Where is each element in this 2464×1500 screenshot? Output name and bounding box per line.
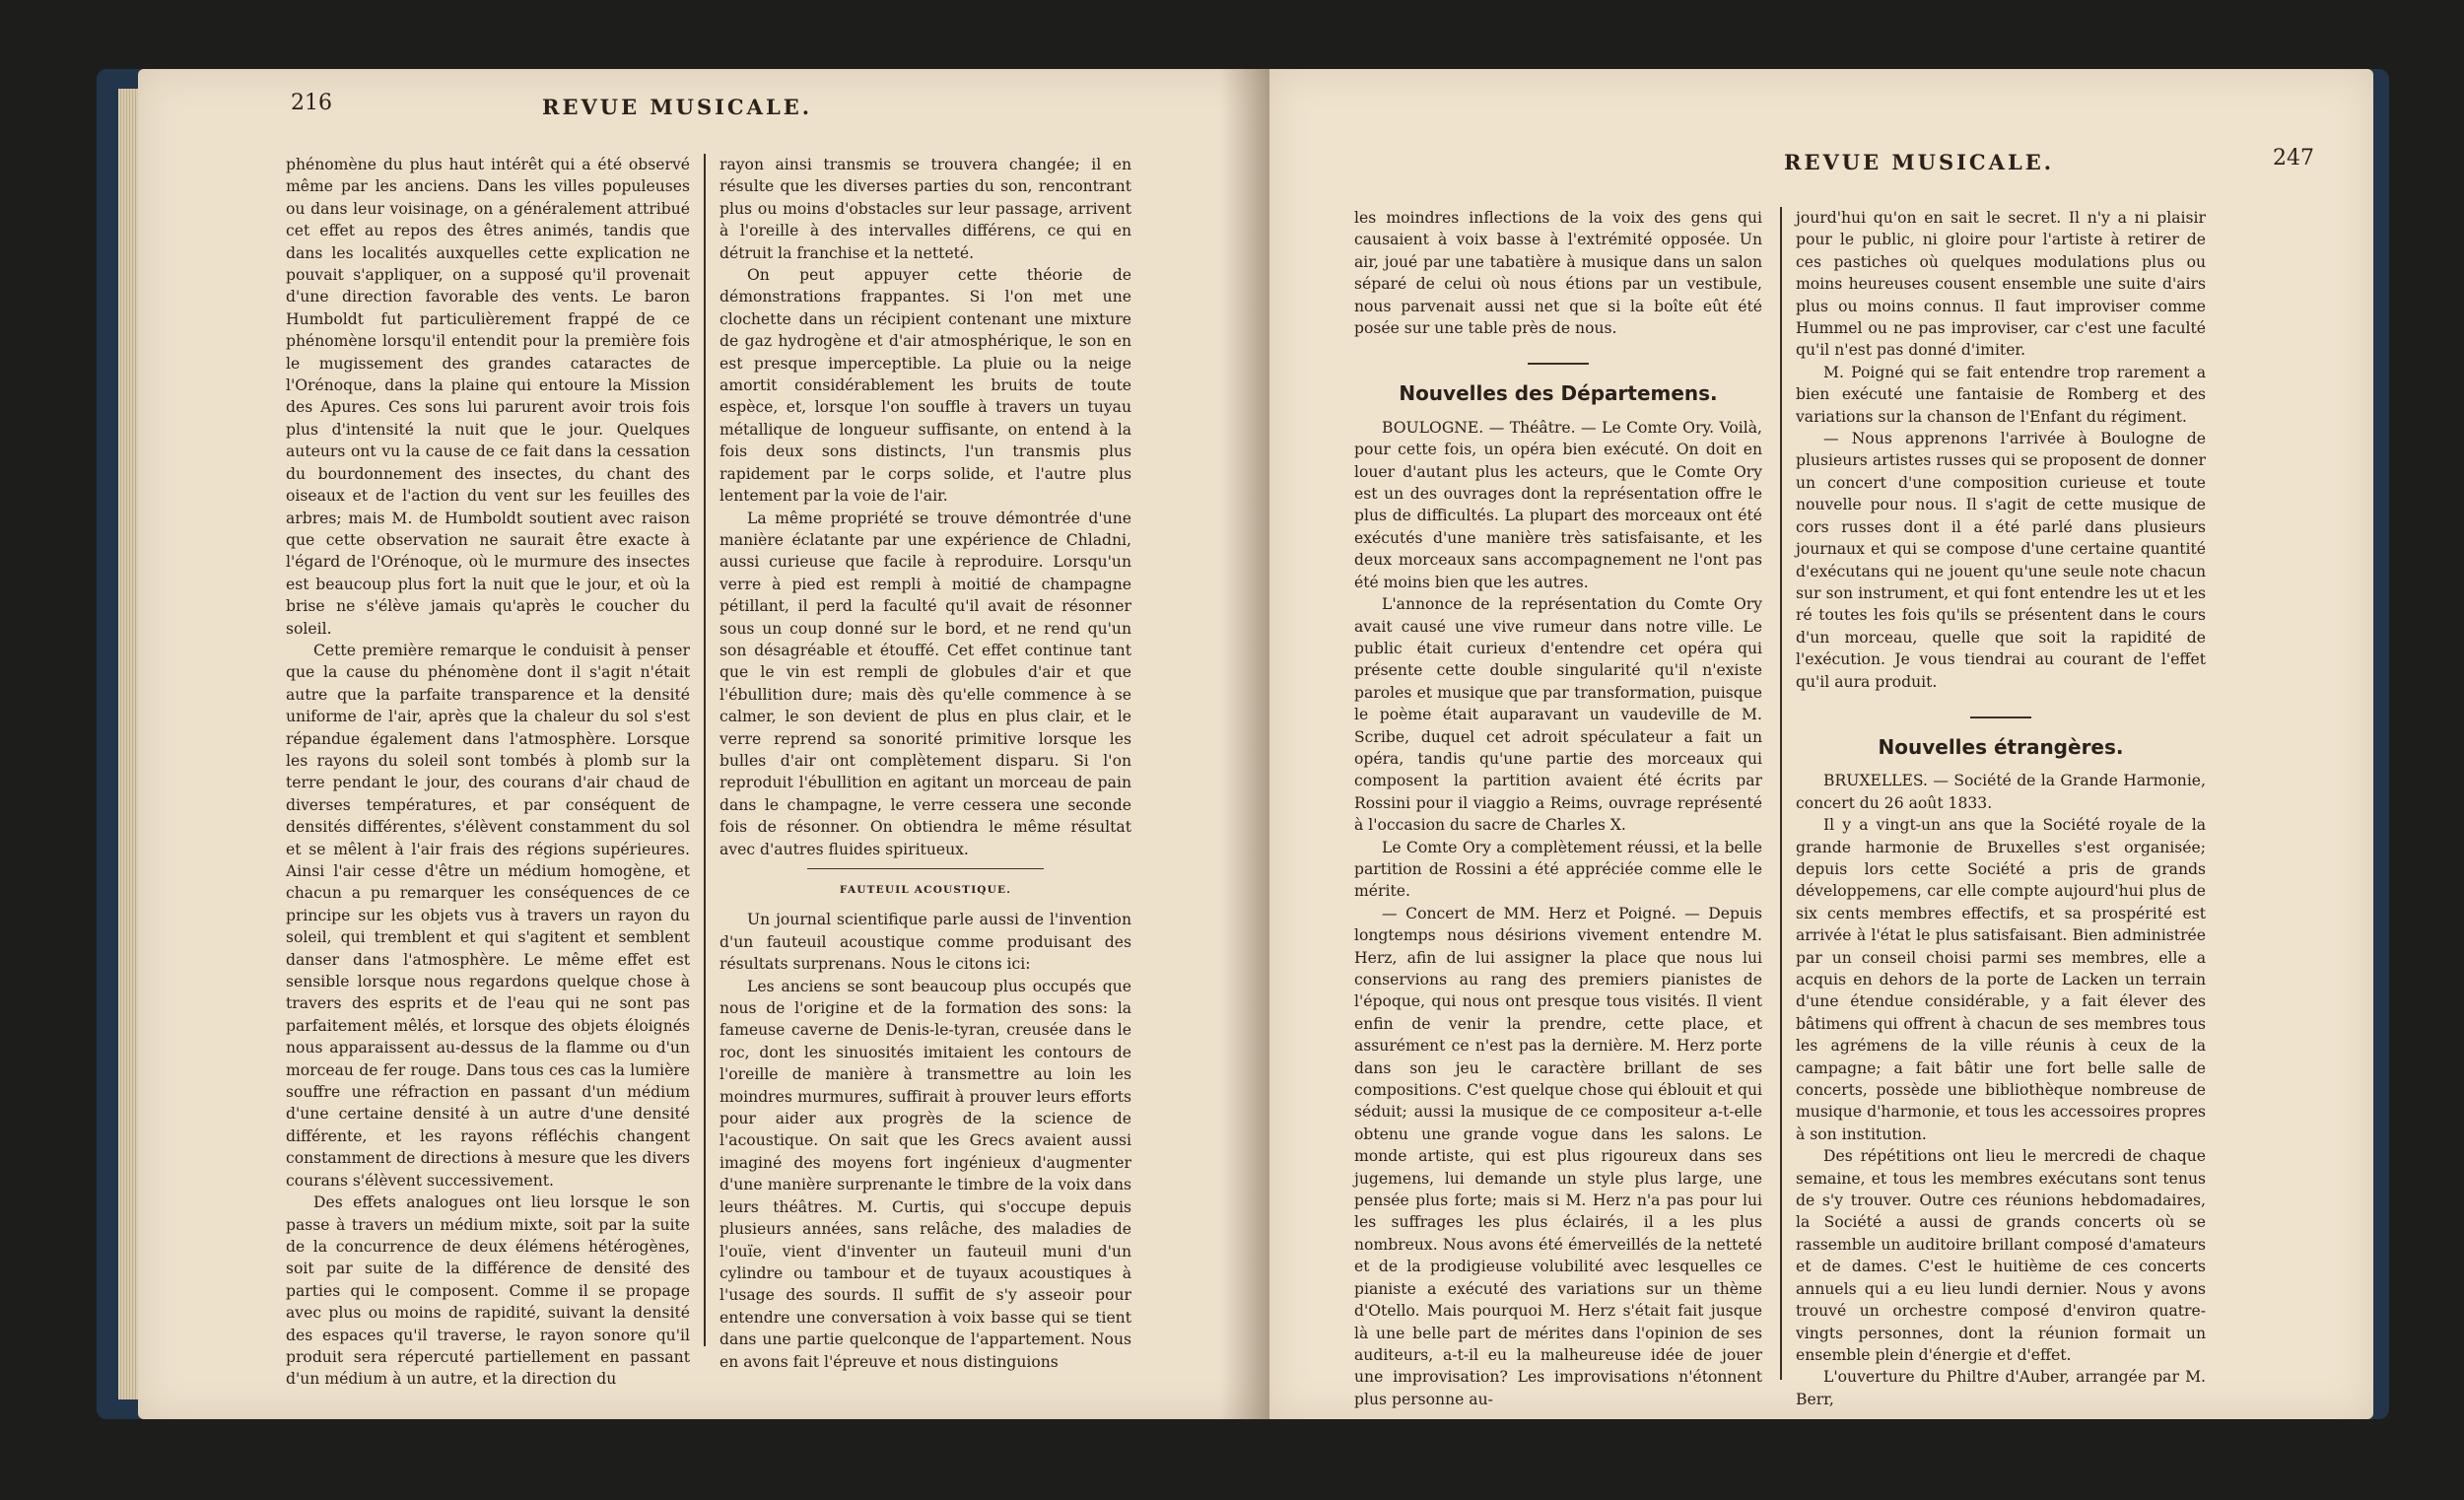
paragraph: La même propriété se trouve démontrée d'une manière éclatante par une expérience de Chladni, aussi curieuse que facile à reproduire. Lorsqu'un verre à pied est rempli à moitié de champagne pétillant, il perd la faculté qu'il avait de résonner sous un coup donné sur le bord, et ne rend qu'un son désagréable et étouffé. Cet effet continue tant que le vin est rempli de globules d'air et que l'ébullition dure; mais dès qu'elle commence à se calmer, le son devient de plus en plus clair, et le verre reprend sa sonorité primitive lorsque les bulles d'air ont complètement disparu. Si l'on reproduit l'ébullition en agitant un morceau de pain dans le champagne, le verre cessera une seconde fois de résonner. On obtiendra le même résultat avec d'autres fluides spiritueux. [719,509,1131,858]
paragraph: les moindres inflections de la voix des gens qui causaient à voix basse à l'extrémité opposée. Un air, joué par une tabatière à musique dans un salon séparé de celui où nous étions par un vestibule, nous parvenait aussi net que si la boîte eût été posée sur une table près de nous. [1354,209,1762,338]
section-heading: Nouvelles des Départemens. [1399,381,1718,406]
column-rule [704,154,706,1346]
paragraph: Le Comte Ory a complètement réussi, et la belle partition de Rossini a été appréciée comme elle le mérite. [1354,838,1762,901]
column-1 [1354,207,1762,1410]
paragraph: M. Poigné qui se fait entendre trop rarement a bien exécuté une fantaisie de Romberg et des variations sur la chanson de l'Enfant du régiment. [1796,363,2206,426]
paragraph: L'ouverture du Philtre d'Auber, arrangée par M. Berr, [1796,1368,2206,1408]
right-page [1269,69,2373,1419]
paragraph: phénomène du plus haut intérêt qui a été observé même par les anciens. Dans les villes populeuses ou dans leur voisinage, on a généralement attribué cet effet au repos des êtres animés, tandis que dans les localités auxquelles cette explication ne pouvait s'appliquer, on a supposé qu'il provenait d'une direction favorable des vents. Le baron Humboldt fut particulièrement frappé de ce phénomène lorsqu'il entendit pour la première fois le mugissement des grandes cataractes de l'Orénoque, dans la plaine qui entoure la Mission des Apures. Ces sons lui parurent avoir trois fois plus d'intensité la nuit que le jour. Quelques auteurs ont vu la cause de ce fait dans la cessation du bourdonnement des insectes, du chant des oiseaux et de l'action du vent sur les feuilles des arbres; mais M. de Humboldt soutient avec raison que cette observation ne saurait être exacte à l'égard de l'Orénoque, où le murmure des insectes est beaucoup plus fort la nuit que le jour, et où la brise ne s'élève jamais qu'après le coucher du soleil. [286,156,690,638]
paragraph: Les anciens se sont beaucoup plus occupés que nous de l'origine et de la formation des sons: la fameuse caverne de Denis-le-tyran, creusée dans le roc, dont les sinuosités imitaient les contours de l'oreille de manière à transmettre au loin les moindres murmures, suffirait à prouver leurs efforts pour aider aux progrès de la science de l'acoustique. On sait que les Grecs avaient aussi imaginé des moyens fort ingénieux d'augmenter d'une manière surprenante le timbre de la voix dans leurs théâtres. M. Curtis, qui s'occupe depuis plusieurs années, sans relâche, des maladies de l'ouïe, vient d'inventer un fauteuil muni d'un cylindre ou tambour et de tuyaux acoustiques à l'usage des sourds. Il suffit de s'y asseoir pour entendre une conversation à voix basse qui se tient dans une partie quelconque de l'appartement. Nous en avons fait l'épreuve et nous distinguions [719,977,1131,1371]
running-head: REVUE MUSICALE. [542,95,813,119]
paragraph: — Nous apprenons l'arrivée à Boulogne de plusieurs artistes russes qui se proposent de donner un concert d'une composition curieuse et toute nouvelle pour nous. Il s'agit de cette musique de cors russes dont il a été parlé dans plusieurs journaux et qui se compose d'une certaine quantité d'exécutans qui ne jouent qu'une seule note chacun sur son instrument, et qui font entendre les ut et les ré toutes les fois qu'ils se présentent dans le cours d'un morceau, quelle que soit la rapidité de l'exécution. Je vous tiendrai au courant de l'effet qu'il aura produit. [1796,430,2206,691]
section-title: FAUTEUIL ACOUSTIQUE. [839,884,1012,896]
paragraph: Des effets analogues ont lieu lorsque le son passe à travers un médium mixte, soit par la suite de la concurrence de deux élémens hétérogènes, soit par suite de la différence de densité des parties qui le composent. Comme il se propage avec plus ou moins de rapidité, suivant la densité des espaces qu'il traverse, le rayon sonore qu'il produit sera répercuté partiellement en passant d'un médium à un autre, et la direction du [286,1193,690,1389]
paragraph: rayon ainsi transmis se trouvera changée; il en résulte que les diverses parties du son, rencontrant plus ou moins d'obstacles sur leur passage, arrivent à l'oreille à des intervalles différens, ce qui en détruit la franchise et la netteté. [719,156,1131,262]
paragraph: jourd'hui qu'on en sait le secret. Il n'y a ni plaisir pour le public, ni gloire pour l'artiste à retirer de ces pastiches où quelques modulations plus ou moins heureuses cousent ensemble une suite d'airs plus ou moins connus. Il faut improviser comme Hummel ou ne pas improviser, car c'est une faculté qu'il n'est pas donné d'imiter. [1796,209,2206,360]
section-heading: Nouvelles étrangères. [1878,734,2124,759]
column-2 [719,154,1131,1373]
page-number: 216 [291,91,332,115]
separator-rule [807,868,1044,869]
page-number: 247 [2273,146,2314,170]
separator-rule [1970,716,2031,718]
running-head: REVUE MUSICALE. [1784,150,2055,174]
column-2 [1796,207,2206,1410]
separator-rule [1528,363,1589,365]
paragraph: Des répétitions ont lieu le mercredi de chaque semaine, et tous les membres exécutans sont tenus de s'y trouver. Outre ces réunions hebdomadaires, la Société a aussi de grands concerts où se rassemble un auditoire brillant composé d'amateurs et de dames. C'est le huitième de ces concerts annuels qui a eu lieu lundi dernier. Nous y avons trouvé un orchestre composé d'environ quatre-vingts personnes, dont la réunion formait un ensemble plein d'énergie et d'effet. [1796,1147,2206,1364]
left-page [138,69,1269,1419]
paragraph: — Concert de MM. Herz et Poigné. — Depuis longtemps nous désirions vivement entendre M. Herz, afin de lui assigner la place que nous lui conservions au rang des premiers pianistes de l'époque, qui nous ont presque tous visités. Il vient enfin de venir la prendre, cette place, et assurément ce n'est pas la dernière. M. Herz porte dans son jeu le caractère brillant de ses compositions. C'est quelque chose qui éblouit et qui séduit; aussi la musique de ce compositeur a-t-elle obtenu une grande vogue dans les salons. Le monde artiste, qui est plus rigoureux dans ses jugemens, lui demande un style plus large, une pensée plus forte; mais si M. Herz n'a pas pour lui les suffrages les plus éclairés, il a les plus nombreux. Nous avons été émerveillés de la netteté et de la prodigieuse volubilité avec lesquelles ce pianiste a exécuté des variations sur un thème d'Otello. Mais pourquoi M. Herz s'était fait jusque là une belle part de mérites dans l'opinion de ses auditeurs, a-t-il eu la malheureuse idée de jouer une improvisation? Les improvisations n'étonnent plus personne au- [1354,904,1762,1408]
paragraph: BOULOGNE. — Théâtre. — Le Comte Ory. Voilà, pour cette fois, un opéra bien exécuté. On doit en louer d'autant plus les acteurs, que le Comte Ory est un des ouvrages dont la représentation offre le plus de difficultés. La plupart des morceaux ont été exécutés d'une manière très satisfaisante, et les deux morceaux sans accompagnement ne l'ont pas été moins bien que les autres. [1354,418,1762,591]
paragraph: Cette première remarque le conduisit à penser que la cause du phénomène dont il s'agit n'était autre que la parfaite transparence et la densité uniforme de l'air, après que la chaleur du sol s'est répandue également dans l'atmosphère. Lorsque les rayons du soleil sont tombés à plomb sur la terre pendant le jour, des courans d'air chaud de diverses températures, et par conséquent de densités différentes, s'élèvent constamment du sol et se mêlent à l'air frais des régions supérieures. Ainsi l'air cesse d'être un médium homogène, et chacun a pu remarquer les conséquences de ce principe sur les objets vus à travers un rayon du soleil, qui tremblent et qui s'agitent et semblent danser dans l'atmosphère. Le même effet est sensible lorsque nous regardons quelque chose à travers des esprits et de l'eau qui ne sont pas parfaitement mêlés, et lorsque des objets éloignés nous apparaissent au-dessus de la flamme ou d'un morceau de fer rouge. Dans tous ces cas la lumière souffre une réfraction en passant d'un médium d'une certaine densité à un autre d'une densité différente, et les rayons réfléchis changent constamment de directions à mesure que les divers courans s'élèvent successivement. [286,641,690,1190]
paragraph: Un journal scientifique parle aussi de l'invention d'un fauteuil acoustique comme produisant des résultats surprenans. Nous le citons ici: [719,911,1131,974]
paragraph: L'annonce de la représentation du Comte Ory avait causé une vive rumeur dans notre ville. Le public était curieux d'entendre cet opéra qui présente cette double singularité qu'il n'existe paroles et musique que par transformation, puisque le poème était auparavant un vaudeville de M. Scribe, duquel cet adroit spéculateur a fait un opéra, tandis qu'une partie des morceaux qui composent la partition avaient été écrits par Rossini pour il viaggio a Reims, ouvrage représenté à l'occasion du sacre de Charles X. [1354,595,1762,835]
paragraph: Il y a vingt-un ans que la Société royale de la grande harmonie de Bruxelles s'est organisée; depuis lors cette Société a pris de grands développemens, car elle compte aujourd'hui plus de six cents membres effectifs, et sa prospérité est arrivée à l'état le plus satisfaisant. Bien administrée par un conseil choisi parmi ses membres, elle a acquis en dehors de la porte de Lacken un terrain d'une étendue considérable, y a fait élever des bâtimens qui offrent à chacun de ses membres tous les agrémens de la ville réunis à ceux de la campagne; a fait bâtir une fort belle salle de concerts, possède une bibliothèque nombreuse de musique d'harmonie, et tous les accessoires propres à son institution. [1796,816,2206,1143]
paragraph: On peut appuyer cette théorie de démonstrations frappantes. Si l'on met une clochette dans un récipient contenant une mixture de gaz hydrogène et d'air atmosphérique, le son en est presque imperceptible. La pluie ou la neige amortit considérablement les bruits de toute espèce, et, lorsque l'on souffle à travers un tuyau métallique de longueur suffisante, on entend à la fois deux sons distincts, l'un transmis plus rapidement par le corps solide, et l'autre plus lentement par la voie de l'air. [719,266,1131,506]
open-book [97,69,2389,1419]
column-rule [1780,207,1782,1380]
column-1 [286,154,690,1391]
paragraph: BRUXELLES. — Société de la Grande Harmonie, concert du 26 août 1833. [1796,772,2206,812]
